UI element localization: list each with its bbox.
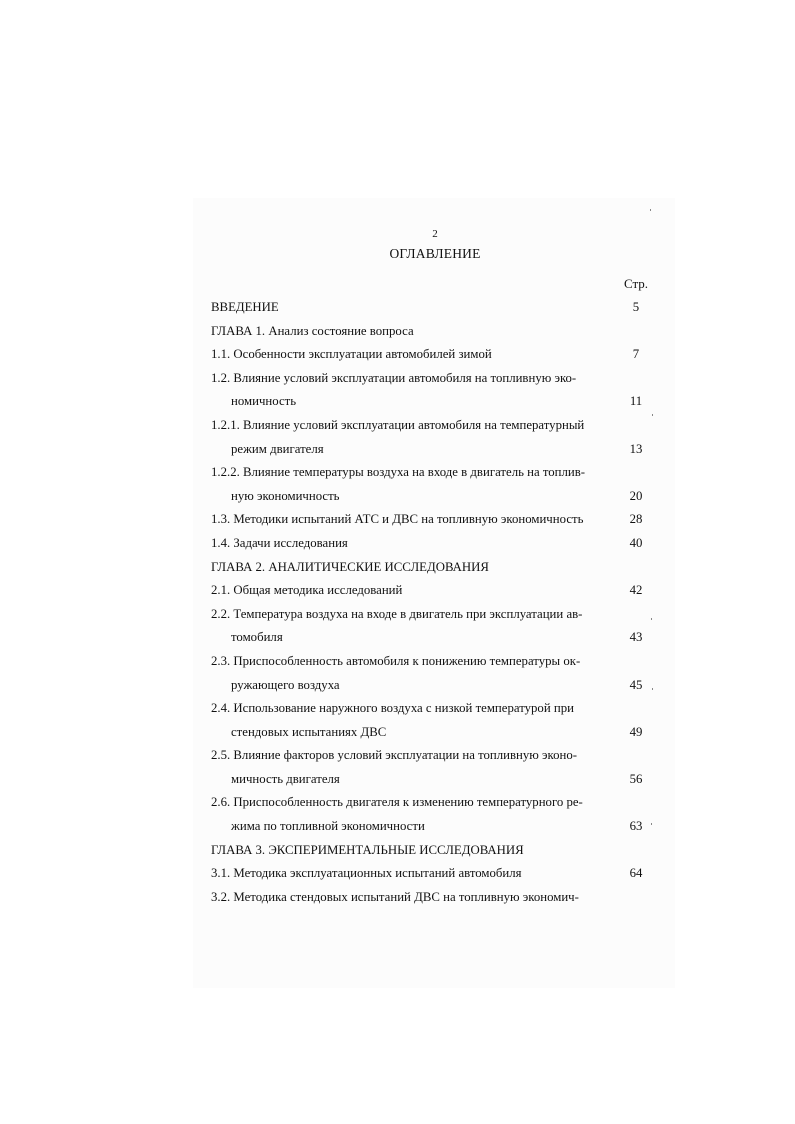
toc-line-text: мичность двигателя <box>231 771 340 786</box>
toc-line-text: 2.1. Общая методика исследований <box>211 583 403 598</box>
toc-line-text: режим двигателя <box>231 441 324 456</box>
toc-line-page: 5 <box>632 300 640 314</box>
toc-line <box>211 839 661 863</box>
toc-line <box>211 768 661 792</box>
toc-line-text: 1.3. Методики испытаний АТС и ДВС на топливную экономичность <box>211 512 584 527</box>
toc-line <box>211 556 661 580</box>
toc-line-text: номичность <box>231 394 297 409</box>
toc-line <box>211 320 661 344</box>
toc-line-page: 28 <box>629 512 643 527</box>
toc-line-page: 11 <box>629 394 643 409</box>
toc-line-text: 1.4. Задачи исследования <box>211 535 348 550</box>
toc-line-text: 3.1. Методика эксплуатационных испытаний автомобиля <box>211 866 522 881</box>
scan-speck <box>652 414 653 416</box>
toc-line-text: 2.4. Использование наружного воздуха с низкой температурой при <box>211 701 574 716</box>
toc-line <box>211 603 661 627</box>
toc-line-text: 2.5. Влияние факторов условий эксплуатации на топливную эконо- <box>211 748 578 763</box>
scan-speck <box>650 209 651 211</box>
toc-line-text: 2.6. Приспособленность двигателя к изменению температурного ре- <box>211 795 583 810</box>
toc-line-text: 2.2. Температура воздуха на входе в двигатель при эксплуатации ав- <box>211 606 583 621</box>
toc-line-text: ВВЕДЕНИЕ <box>211 300 279 314</box>
toc-line-page: 63 <box>629 819 643 834</box>
toc-line-text: стендовых испытаниях ДВС <box>231 724 387 739</box>
toc-line-text: ГЛАВА 2. АНАЛИТИЧЕСКИЕ ИССЛЕДОВАНИЯ <box>211 559 489 574</box>
toc-line <box>211 461 661 485</box>
toc-line <box>211 886 661 910</box>
toc-line-page: 7 <box>632 347 640 362</box>
toc-line-page: 49 <box>629 724 643 739</box>
toc-line-text: 1.2.2. Влияние температуры воздуха на входе в двигатель на топлив- <box>211 465 586 480</box>
toc-line-page: 20 <box>629 488 643 503</box>
scan-speck <box>651 618 652 620</box>
toc-line-text: ную экономичность <box>231 488 340 503</box>
toc-line-page: 40 <box>629 535 643 550</box>
toc-line <box>211 485 661 509</box>
toc-line-text: 3.2. Методика стендовых испытаний ДВС на топливную экономич- <box>211 889 579 904</box>
toc-line <box>211 815 661 839</box>
toc-line <box>211 862 661 886</box>
scan-speck <box>651 823 652 825</box>
toc-line <box>211 697 661 721</box>
toc-line <box>211 438 661 462</box>
toc-line <box>211 532 661 556</box>
toc-line-page: 64 <box>629 866 643 881</box>
toc-line <box>211 414 661 438</box>
toc-line-page: 13 <box>629 441 643 456</box>
toc-line-page: 43 <box>629 630 643 645</box>
toc-line-page: 45 <box>629 677 643 692</box>
toc-line-text: ружающего воздуха <box>231 677 340 692</box>
toc-line <box>211 508 661 532</box>
toc-line <box>211 721 661 745</box>
toc-line <box>211 296 661 320</box>
toc-line <box>211 650 661 674</box>
page-column-header: Стр. <box>623 276 649 291</box>
toc-line-page: 56 <box>629 771 643 786</box>
toc-line-page: 42 <box>629 583 643 598</box>
toc-line <box>211 343 661 367</box>
toc-line <box>211 674 661 698</box>
toc-line <box>211 579 661 603</box>
toc-line <box>211 626 661 650</box>
toc-line <box>211 744 661 768</box>
toc-line-text: томобиля <box>231 630 283 645</box>
toc-line-text: 1.2.1. Влияние условий эксплуатации автомобиля на температурный <box>211 417 585 432</box>
toc-line-text: ГЛАВА 1. Анализ состояние вопроса <box>211 323 414 338</box>
toc-line <box>211 791 661 815</box>
toc-line-text: ГЛАВА 3. ЭКСПЕРИМЕНТАЛЬНЫЕ ИССЛЕДОВАНИЯ <box>211 842 524 857</box>
toc-line-text: 1.1. Особенности эксплуатации автомобилей зимой <box>211 347 492 362</box>
toc-line <box>211 367 661 391</box>
page-number: 2 <box>432 228 438 240</box>
toc-line <box>211 390 661 414</box>
scan-speck <box>652 688 653 690</box>
toc-line-text: жима по топливной экономичности <box>231 819 425 834</box>
toc-line-text: 1.2. Влияние условий эксплуатации автомобиля на топливную эко- <box>211 370 577 385</box>
table-of-contents <box>211 296 661 909</box>
toc-line-text: 2.3. Приспособленность автомобиля к понижению температуры ок- <box>211 653 581 668</box>
toc-title: ОГЛАВЛЕНИЕ <box>389 246 481 261</box>
